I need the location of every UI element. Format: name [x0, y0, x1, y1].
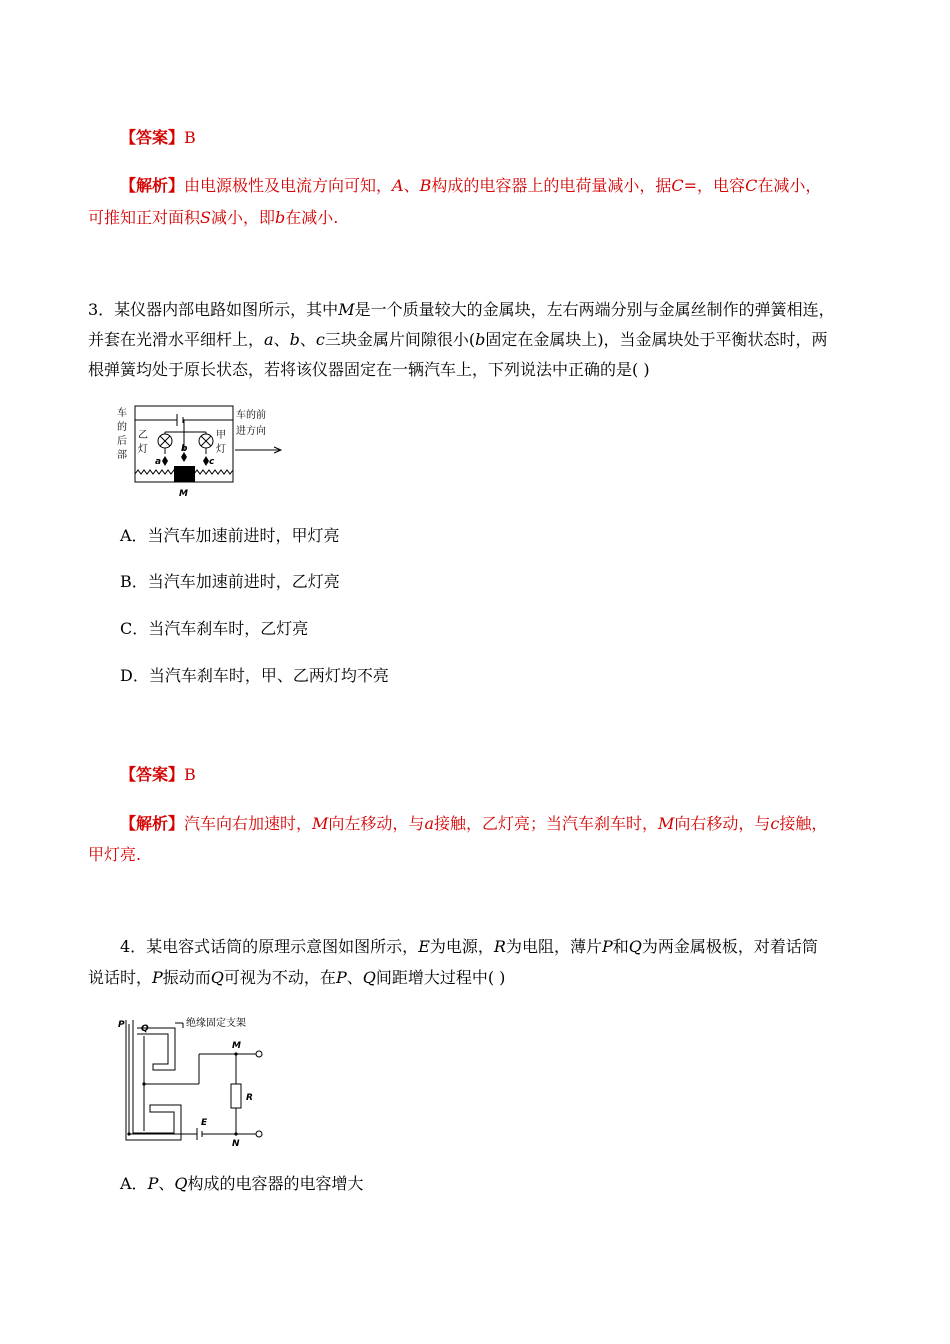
answer-label: 【答案】: [120, 128, 185, 147]
lamp-right-label: 灯: [216, 444, 226, 455]
answer-1: [120, 128, 196, 148]
question-3-line-2: 并套在光滑水平细杆上，a、b、c三块金属片间隙很小(b固定在金属块上)，当金属块处于平衡状态时，两: [88, 330, 828, 349]
question-4-line-1: 4．某电容式话筒的原理示意图如图所示，E为电源，R为电阻，薄片P和Q为两金属极板，对着话筒: [120, 937, 818, 956]
terminal-m: [256, 1051, 262, 1057]
left-label-char: 车: [117, 408, 127, 419]
accelerometer-circuit-figure: [115, 402, 290, 500]
label-p: P: [118, 1020, 125, 1030]
metal-block: [174, 466, 195, 482]
label-n: N: [232, 1139, 240, 1148]
label-c: c: [209, 457, 215, 467]
left-label-char: 后: [117, 436, 127, 447]
label-b: b: [181, 444, 188, 454]
q4-option-a[interactable]: A．P、Q构成的电容器的电容增大: [120, 1174, 364, 1193]
question-3-line-3: 根弹簧均处于原长状态，若将该仪器固定在一辆汽车上，下列说法中正确的是( ): [88, 360, 650, 379]
right-label: 车的前: [236, 410, 266, 421]
right-spring: [194, 470, 233, 474]
answer-2: [120, 765, 196, 785]
label-a: a: [155, 457, 162, 467]
lamp-right-label: 甲: [216, 430, 226, 441]
contact-a: [162, 456, 168, 466]
answer-value: B: [184, 765, 196, 784]
right-label: 进方向: [236, 426, 266, 437]
resistor-r: [231, 1084, 241, 1108]
analysis-label: 【解析】: [120, 176, 185, 195]
insulating-support: [126, 1020, 181, 1140]
left-label-char: 部: [117, 450, 127, 461]
terminal-n: [256, 1131, 262, 1137]
option-b[interactable]: B．当汽车加速前进时，乙灯亮: [120, 572, 340, 591]
analysis-2-line-1: 【解析】汽车向右加速时，M向左移动，与a接触，乙灯亮；当汽车刹车时，M向右移动，与c接触，: [120, 814, 828, 833]
label-m: M: [179, 489, 188, 499]
answer-value: B: [184, 128, 196, 147]
label-r: R: [246, 1093, 253, 1103]
label-q: Q: [141, 1024, 149, 1034]
label-support: 绝缘固定支架: [186, 1018, 246, 1029]
question-3-line-1: 3．某仪器内部电路如图所示，其中M是一个质量较大的金属块，左右两端分别与金属丝制作的弹簧相连，: [88, 300, 835, 319]
analysis-label: 【解析】: [120, 814, 185, 833]
lamp-left-label: 乙: [138, 430, 148, 441]
analysis-1-line-2: 可推知正对面积S减小，即b在减小.: [88, 208, 339, 227]
answer-label: 【答案】: [120, 765, 185, 784]
option-d[interactable]: D．当汽车刹车时，甲、乙两灯均不亮: [120, 666, 389, 685]
left-spring: [135, 470, 176, 474]
lamp-left-label: 灯: [138, 444, 148, 455]
left-label-char: 的: [117, 422, 127, 433]
option-a[interactable]: A．当汽车加速前进时，甲灯亮: [120, 526, 340, 545]
label-e: E: [201, 1118, 208, 1128]
option-c[interactable]: C．当汽车刹车时，乙灯亮: [120, 619, 309, 638]
question-4-line-2: 说话时，P振动而Q可视为不动，在P、Q间距增大过程中( ): [88, 968, 506, 987]
label-m: M: [232, 1041, 241, 1051]
analysis-2-line-2: 甲灯亮.: [88, 845, 142, 864]
microphone-circuit-figure: [113, 1012, 288, 1148]
analysis-1-line-1: 【解析】由电源极性及电流方向可知，A、B构成的电容器上的电荷量减小，据C=，电容C在减小，: [120, 176, 822, 195]
